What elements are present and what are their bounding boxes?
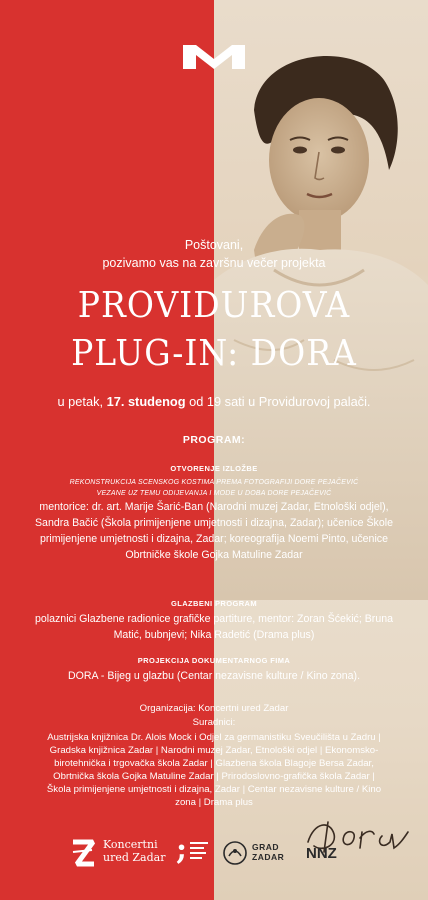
film-body: DORA - Bijeg u glazbu (Centar nezavisne kulture / Kino zona). bbox=[67, 670, 361, 682]
grad-zadar-seal-icon bbox=[222, 840, 248, 866]
program-heading: PROGRAM: bbox=[182, 434, 246, 446]
greeting-line-2: pozivamo vas na završnu večer projekta bbox=[102, 256, 326, 270]
opening-subtitle-1: REKONSTRUKCIJA SCENSKOG KOSTIMA PREMA FOTOGRAFIJI DORE PEJAČEVIĆ bbox=[69, 479, 359, 486]
collaborators-list: Austrijska knjižnica Dr. Alois Mock i Odjel za germanistiku Sveučilišta u Zadru | Gradska knjižnica Zadar | Narodni muzej Zadar, Etnološki odjel | Ekonomsko-birotehnička i trgovačka škola Zadar | Glazbena škola Blagoje Bersa Zadar, Obrtnička škola Gojka Matuline Zadar | Prirodoslovno-grafička škola Zadar | Škola primijenjene umjetnosti i dizajna, Zadar | Centar nezavisne kulture / Kino zona | Drama plus bbox=[46, 732, 382, 808]
semicolon-logo-icon: ; bbox=[176, 832, 188, 867]
organization-line: Organizacija: Koncertni ured Zadar bbox=[139, 703, 289, 714]
collaborators-label: Suradnici: bbox=[192, 717, 236, 728]
koncertni-line-2: ured Zadar bbox=[103, 851, 166, 864]
grad-line-2: ZADAR bbox=[252, 852, 285, 862]
title-line-1: PROVIDUROVA bbox=[77, 283, 351, 326]
greeting bbox=[0, 236, 428, 272]
opening-body: mentorice: dr. art. Marije Šarić-Ban (Narodni muzej Zadar, Etnološki odjel), Sandra Bačić (Škola primijenjene umjetnosti i dizajna, Zadar); učenice Škole primijenjene umjetnosti i dizajna, Zadar; koreografija Noemi Pinto, učenice Obrtničke škole Gojka Matuline Zadar bbox=[34, 501, 393, 561]
film-heading: PROJEKCIJA DOKUMENTARNOG FIMA bbox=[137, 656, 291, 665]
opening-subtitle-2: VEZANE UZ TEMU ODIJEVANJA I MODE U DOBA DORE PEJAČEVIĆ bbox=[96, 490, 332, 497]
music-heading: GLAZBENI PROGRAM bbox=[171, 599, 257, 608]
opening-heading: OTVORENJE IZLOŽBE bbox=[170, 464, 258, 473]
when-before: u petak, bbox=[57, 394, 107, 409]
when-after: od 19 sati u Providurovoj palači. bbox=[185, 394, 371, 409]
nnz-logo-text: NNZ bbox=[306, 845, 337, 860]
music-body: polaznici Glazbene radionice grafičke partiture, mentor: Zoran Šćekić; Bruna Matić, bubnjevi; Nika Radetić (Drama plus) bbox=[34, 613, 393, 641]
ministry-logo-icon bbox=[190, 840, 210, 864]
koncertni-z-icon bbox=[70, 836, 96, 870]
greeting-line-1: Poštovani, bbox=[184, 238, 244, 252]
when-date: 17. studenog bbox=[106, 394, 186, 409]
koncertni-ured-logo bbox=[103, 838, 165, 864]
koncertni-line-1: Koncertni bbox=[103, 838, 158, 851]
event-when bbox=[0, 394, 428, 409]
museum-logo-icon bbox=[183, 45, 245, 69]
title-line-2: PLUG-IN: DORA bbox=[71, 331, 357, 374]
grad-line-1: GRAD bbox=[252, 842, 280, 852]
nnz-logo bbox=[306, 844, 346, 860]
grad-zadar-logo bbox=[252, 842, 284, 862]
footer-logos bbox=[0, 808, 428, 878]
